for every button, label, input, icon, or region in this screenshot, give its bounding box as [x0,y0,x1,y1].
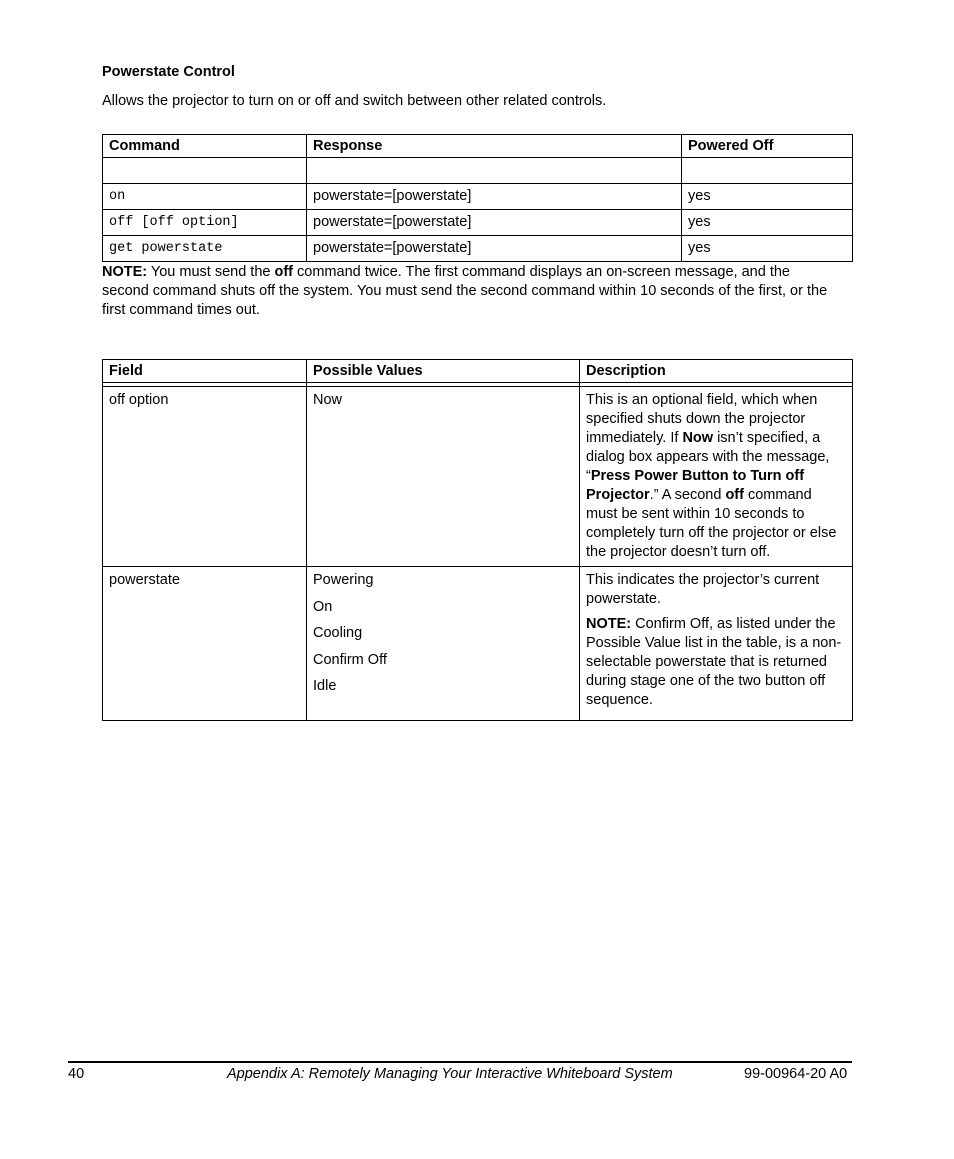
table-row [103,567,853,721]
desc-bold-off: off [725,487,744,503]
desc-note [586,615,846,710]
header-powered-off: Powered Off [682,135,853,158]
possible-value: On [313,598,333,615]
note-label: NOTE: [102,264,148,280]
powered-off-cell: yes [682,236,853,262]
table-row [103,210,853,236]
note-bold-off: off [274,264,293,280]
desc-note-text: Confirm Off, as listed under the Possible Value list in the table, is a non-selectable powerstate that is returned during stage one of the two button off sequence. [586,616,842,708]
footer-title: Appendix A: Remotely Managing Your Interactive Whiteboard System [227,1066,673,1082]
header-divider [103,158,853,184]
description-cell [580,387,853,567]
possible-value: Cooling [313,625,363,641]
possible-value: Idle [313,678,337,694]
desc-bold-now: Now [682,430,714,446]
field-table-header [103,360,853,383]
description-cell [580,567,853,721]
desc-text: isn’t specified, a dialog box appears with the message, “ [586,430,830,484]
command-table [102,134,853,262]
command-cell: off [off option] [103,210,307,236]
desc-text: command must be sent within 10 seconds to completely turn off the projector or else the projector doesn’t turn off. [586,487,837,560]
desc-text: This is an optional field, which when specified shuts down the projector immediately. If [586,392,818,446]
possible-value: Powering [313,572,374,588]
field-table [102,359,853,721]
powered-off-cell: yes [682,210,853,236]
command-cell: get powerstate [103,236,307,262]
document-number: 99-00964-20 A0 [744,1066,848,1082]
header-field: Field [103,360,307,383]
footer-divider [68,1061,852,1063]
field-cell: powerstate [103,567,307,721]
note-text-2: command twice. The first command displays an on-screen message, and the second command shuts off the system. You must send the second command within 10 seconds of the first, or the first command times out. [102,264,828,318]
desc-text: This indicates the projector’s current powerstate. [586,572,820,607]
command-cell: on [103,184,307,210]
possible-value: Confirm Off [313,651,387,668]
desc-bold-message: Press Power Button to Turn off Projector [586,468,805,503]
table-row [103,236,853,262]
possible-values-cell [307,567,580,721]
response-cell: powerstate=[powerstate] [307,184,682,210]
page-number: 40 [68,1066,85,1082]
response-cell: powerstate=[powerstate] [307,236,682,262]
section-heading: Powerstate Control [102,64,235,80]
header-possible-values: Possible Values [307,360,580,383]
response-cell: powerstate=[powerstate] [307,210,682,236]
note-paragraph [102,263,832,320]
powered-off-cell: yes [682,184,853,210]
possible-values-cell: Now [307,387,580,567]
note-text-1: You must send the [147,264,275,280]
header-description: Description [580,360,853,383]
table-row [103,387,853,567]
command-table-header [103,135,853,158]
header-response: Response [307,135,682,158]
field-cell: off option [103,387,307,567]
desc-text: .” A second [649,487,726,503]
section-intro: Allows the projector to turn on or off and switch between other related controls. [102,93,607,109]
table-row [103,184,853,210]
desc-note-label: NOTE: [586,616,632,632]
header-command: Command [103,135,307,158]
